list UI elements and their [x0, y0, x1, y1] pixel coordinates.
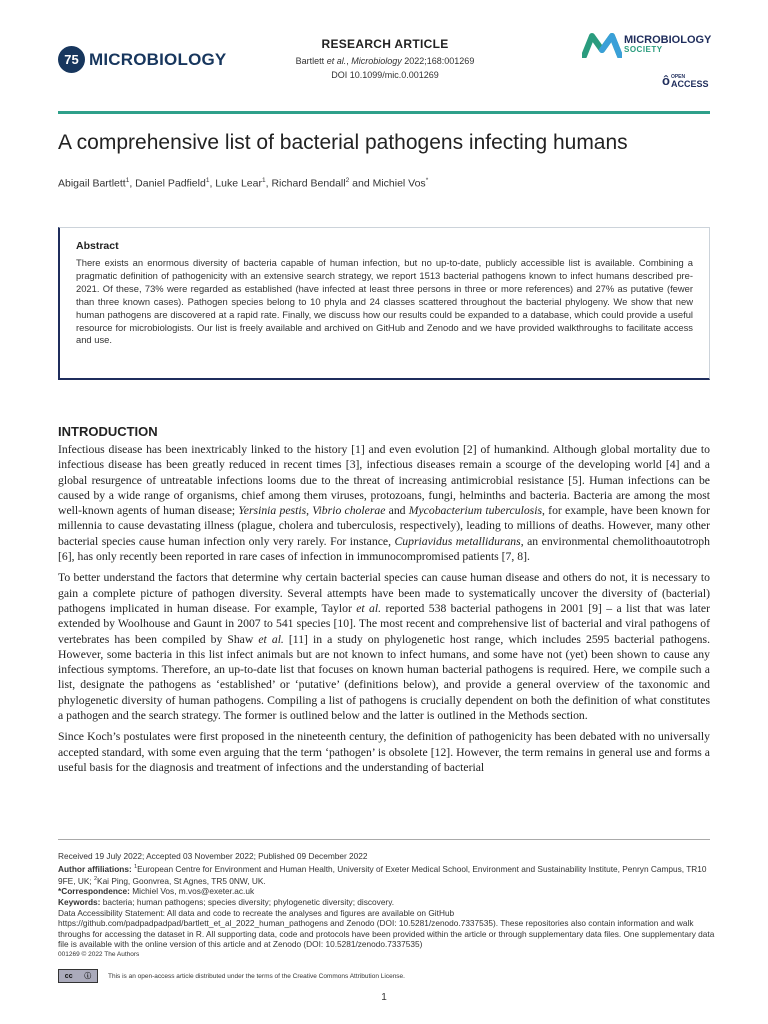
paragraph — [58, 442, 710, 564]
paragraph — [58, 729, 710, 775]
data-statement: Data Accessibility Statement: All data and code to recreate the analyses and figures are available on GitHub https://github.com/padpadpadpad/bartlett_et_al_2022_human_pathogens and Zenodo (DOI: 10.5281/zenodo.7337535). These repositories also contain information and walk throughs for accessing the dataset in R. All supporting data, code and protocols have been provided within the article or through supplementary data files. One supplementary data file is available with the online version of this article and at Zenodo (DOI: 10.5281/zenodo.7337535) — [58, 907, 715, 950]
license-row — [58, 969, 405, 983]
affiliations-label: Author affiliations: — [58, 863, 132, 874]
author-separator: , — [265, 177, 272, 190]
copyright: 001269 © 2022 The Authors — [58, 950, 140, 958]
author-affiliation-marker: 2 — [345, 177, 350, 184]
citation-volume: 2022;168:001269 — [401, 56, 475, 66]
text-run: , — [306, 504, 313, 518]
page-number: 1 — [381, 992, 387, 1003]
text-run: , for example, have been known for millennia to cause devastating illness (plague, cholera and tuberculosis, respectively), leading to millions of deaths. However, many other bacterial species cause human infection only very rarely. For instance, — [58, 504, 711, 548]
correspondence — [58, 886, 718, 897]
introduction-body — [58, 442, 710, 781]
author-affiliation-marker: 1 — [125, 177, 130, 184]
received-dates: Received 19 July 2022; Accepted 03 November 2022; Published 09 December 2022 — [58, 851, 368, 861]
species-name: Mycobacterium tuberculosis — [408, 504, 543, 518]
text-run: To better understand the factors that determine why certain bacterial species can cause human disease and others do not, it is necessary to gain a complete picture of pathogen diversity. Several attempts have been made to systematically uncover the diversity of (bacterial) pathogens implicated in human disease. For example, Taylor — [58, 571, 710, 615]
correspondence-contact[interactable]: Michiel Vos, m.vos@exeter.ac.uk — [129, 886, 255, 897]
anniversary-badge-icon: 75 — [58, 46, 85, 73]
author-affiliation-marker: * — [425, 177, 429, 184]
cc-glyph: cc — [64, 972, 73, 980]
author-separator: and — [349, 177, 373, 190]
author-name: Abigail Bartlett — [58, 177, 126, 190]
paragraph — [58, 570, 710, 723]
text-run: reported 538 bacterial pathogens in 2001 [9] – a list that was later extended by Woolhouse and Gaunt in 2007 to 541 species [10]. The most recent and comprehensive list of bacterial and viral pathogens of vertebrates has been compiled by Shaw — [58, 601, 710, 646]
author-name: Richard Bendall — [271, 177, 346, 190]
footer-rule — [58, 839, 710, 840]
journal-logo — [58, 46, 226, 73]
author-name: Daniel Padfield — [135, 177, 206, 190]
affiliation-2-marker: 2 — [93, 875, 98, 882]
introduction-heading: INTRODUCTION — [58, 424, 158, 439]
affiliation-2: Kai Ping, Goonvrea, St Agnes, TR5 0NW, UK. — [97, 875, 266, 886]
citation — [250, 56, 520, 66]
text-run: Since Koch’s postulates were first proposed in the nineteenth century, the definition of pathogenicity has been debated with no universally accepted standard, with some even arguing that the term ‘pathogen’ is obsolete [12]. However, the term remains in general use and forms a useful basis for the diagnosis and treatment of infections and the understanding of bacterial — [58, 730, 710, 774]
species-name: et al. — [356, 601, 382, 615]
society-subtitle: SOCIETY — [624, 45, 663, 54]
citation-separator: , — [346, 56, 352, 66]
abstract-box — [58, 227, 710, 380]
text-run: , an environmental chemolithoautotroph [6], has only recently been reported in rare cases of infection in immunocompromised patients [7, 8]. — [58, 534, 710, 564]
species-name: Cupriavidus metallidurans — [394, 534, 521, 548]
author-separator: , — [129, 177, 136, 190]
author-affiliation-marker: 1 — [261, 177, 266, 184]
author-affiliation-marker: 1 — [205, 177, 210, 184]
author-separator: , — [209, 177, 216, 190]
by-glyph: ⓘ — [84, 973, 92, 980]
society-logo — [582, 32, 711, 58]
abstract-heading: Abstract — [76, 240, 119, 252]
affiliation-1: European Centre for Environment and Human Health, University of Exeter Medical School, Environment and Sustainability Institute, Penryn Campus, TR10 9FE, UK; — [58, 863, 707, 886]
journal-name: MICROBIOLOGY — [89, 49, 227, 69]
keywords-list: bacteria; human pathogens; species diversity; phylogenetic diversity; discovery. — [100, 896, 395, 907]
citation-journal: Microbiology — [351, 56, 402, 66]
creative-commons-icon[interactable] — [58, 969, 98, 983]
affiliations — [58, 862, 718, 887]
society-m-icon — [582, 32, 622, 58]
article-footnotes — [58, 851, 718, 960]
author-name: Luke Lear — [215, 177, 262, 190]
affiliation-1-marker: 1 — [134, 863, 138, 870]
article-type: RESEARCH ARTICLE — [321, 37, 449, 51]
text-run: [11] in a study on phylogenetic host range, which includes 2595 bacterial pathogens. However, some bacteria in this list infect animals but are not known to infect humans, and some have not (yet) been shown to cause any infectious symptoms. Therefore, an up-to-date list that focuses on known human bacterial pathogens is required. Here, we compile such a list, designate the pathogens as ‘established’ or ‘putative’ (definitions below), and provide a general overview of the taxonomic and phylogenetic diversity of human pathogens. Compiling a list of pathogens is crucially dependent on both the definition of what constitutes a pathogen and the search strategy. The former is outlined below and the latter is outlined in the Methods section. — [58, 632, 710, 723]
correspondence-label: *Correspondence: — [58, 886, 130, 897]
header-rule — [58, 111, 710, 114]
species-name: et al. — [258, 632, 284, 646]
author-list — [58, 177, 718, 190]
species-name: Yersinia pestis — [238, 504, 307, 518]
abstract-text: There exists an enormous diversity of bacteria capable of human infection, but no up-to-date, publicly accessible list is available. Combining a pragmatic definition of pathogenicity with an extensive search strategy, we report 1513 bacterial pathogens known to infect humans described pre-2021. Of these, 73% were regarded as established (have infected at least three persons in three or more references) and 27% as putative (fewer than three known cases). Pathogen species belong to 10 phyla and 24 classes scattered throughout the bacterial phylogeny. We show that new human pathogens are discovered at a rapid rate. Finally, we discuss how our results could be expanded to a database, which could provide a useful resource for microbiologists. Our list is freely available and archived on GitHub and Zenodo and we have provided walkthroughs to facilitate access and use. — [76, 257, 693, 346]
open-label: OPEN — [670, 74, 686, 80]
citation-authors: Bartlett — [295, 56, 327, 66]
doi: DOI 10.1099/mic.0.001269 — [331, 70, 439, 80]
article-header — [250, 37, 520, 80]
text-run: Infectious disease has been inextricably linked to the history [1] and even evolution [2] of humankind. Although global mortality due to infectious disease has been greatly reduced in recent times [3], infectious diseases remain a scourge of the developing world [4] and a global resurgence of untreatable infections looms due to the threat of increasing antimicrobial resistance [5]. Human infections can be caused by a wide range of organisms, chief among them viruses, protozoans, fungi, helminths and bacteria. Bacteria are among the most well-known agents of human disease; — [58, 443, 710, 518]
keywords-label: Keywords: — [58, 896, 101, 907]
author-name: Michiel Vos — [372, 177, 426, 190]
open-access-badge — [662, 74, 708, 88]
access-label: ACCESS — [670, 79, 709, 89]
text-run: and — [385, 504, 409, 518]
license-text: This is an open-access article distributed under the terms of the Creative Commons Attribution License. — [108, 972, 405, 980]
article-title: A comprehensive list of bacterial pathogens infecting humans — [58, 131, 628, 154]
citation-etal: et al. — [326, 56, 347, 66]
open-lock-icon: ô — [662, 73, 670, 88]
society-name: MICROBIOLOGY — [624, 34, 712, 46]
species-name: Vibrio cholerae — [312, 504, 386, 518]
keywords — [58, 897, 718, 908]
